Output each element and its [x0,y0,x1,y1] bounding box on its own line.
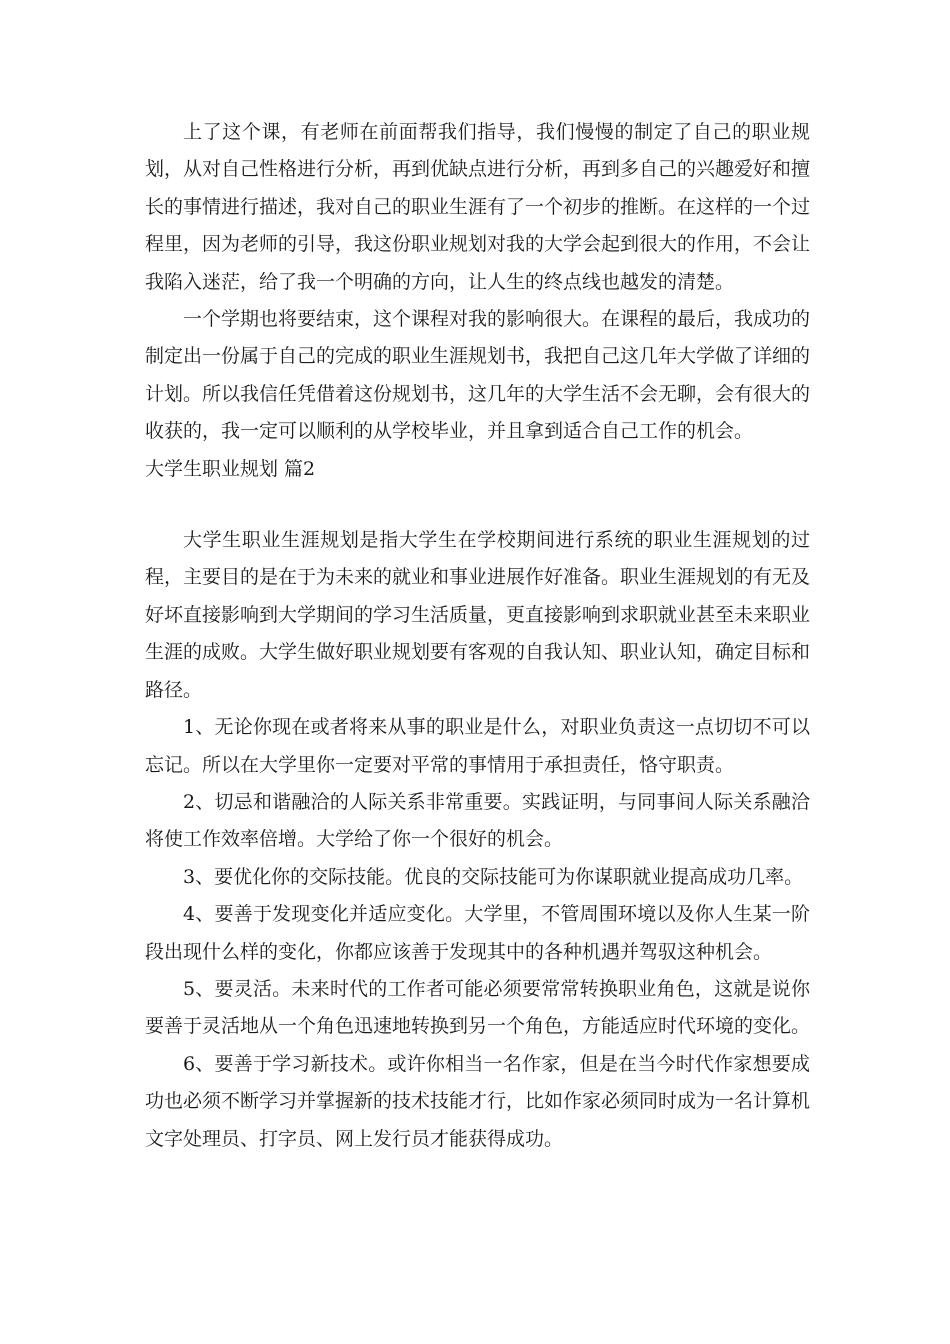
list-item: 5、要灵活。未来时代的工作者可能必须要常常转换职业角色，这就是说你要善于灵活地从一个角色迅速地转换到另一个角色，方能适应时代环境的变化。 [145,977,811,1038]
list-item: 2、切忌和谐融洽的人际关系非常重要。实践证明，与同事间人际关系融洽将使工作效率倍增。大学给了你一个很好的机会。 [145,790,810,851]
section-spacer [145,488,810,522]
section-heading: 大学生职业规划 篇2 [145,457,316,480]
document-body [145,114,810,1158]
paragraph: 一个学期也将要结束，这个课程对我的影响很大。在课程的最后，我成功的制定出一份属于自己的完成的职业生涯规划书，我把自己这几年大学做了详细的计划。所以我信任凭借着这份规划书，这几年的大学生活不会无聊，会有很大的收获的，我一定可以顺利的从学校毕业，并且拿到适合自己工作的机会。 [145,308,811,443]
list-item: 6、要善于学习新技术。或许你相当一名作家，但是在当今时代作家想要成功也必须不断学习并掌握新的技术技能才行，比如作家必须同时成为一名计算机文字处理员、打字员、网上发行员才能获得成功。 [145,1052,811,1150]
paragraph: 上了这个课，有老师在前面帮我们指导，我们慢慢的制定了自己的职业规划，从对自己性格进行分析，再到优缺点进行分析，再到多自己的兴趣爱好和擅长的事情进行描述，我对自己的职业生涯有了一个初步的推断。在这样的一个过程里，因为老师的引导，我这份职业规划对我的大学会起到很大的作用，不会让我陷入迷茫，给了我一个明确的方向，让人生的终点线也越发的清楚。 [145,121,811,293]
paragraph: 大学生职业生涯规划是指大学生在学校期间进行系统的职业生涯规划的过程，主要目的是在于为未来的就业和事业进展作好准备。职业生涯规划的有无及好坏直接影响到大学期间的学习生活质量，更直接影响到求职就业甚至未来职业生涯的成败。大学生做好职业规划要有客观的自我认知、职业认知，确定目标和路径。 [145,529,811,701]
list-item: 3、要优化你的交际技能。优良的交际技能可为你谋职就业提高成功几率。 [183,865,804,888]
list-item: 4、要善于发现变化并适应变化。大学里，不管周围环境以及你人生某一阶段出现什么样的变化，你都应该善于发现其中的各种机遇并驾驭这种机会。 [145,903,810,963]
list-item: 1、无论你现在或者将来从事的职业是什么，对职业负责这一点切切不可以忘记。所以在大学里你一定要对平常的事情用于承担责任，恪守职责。 [145,716,810,776]
